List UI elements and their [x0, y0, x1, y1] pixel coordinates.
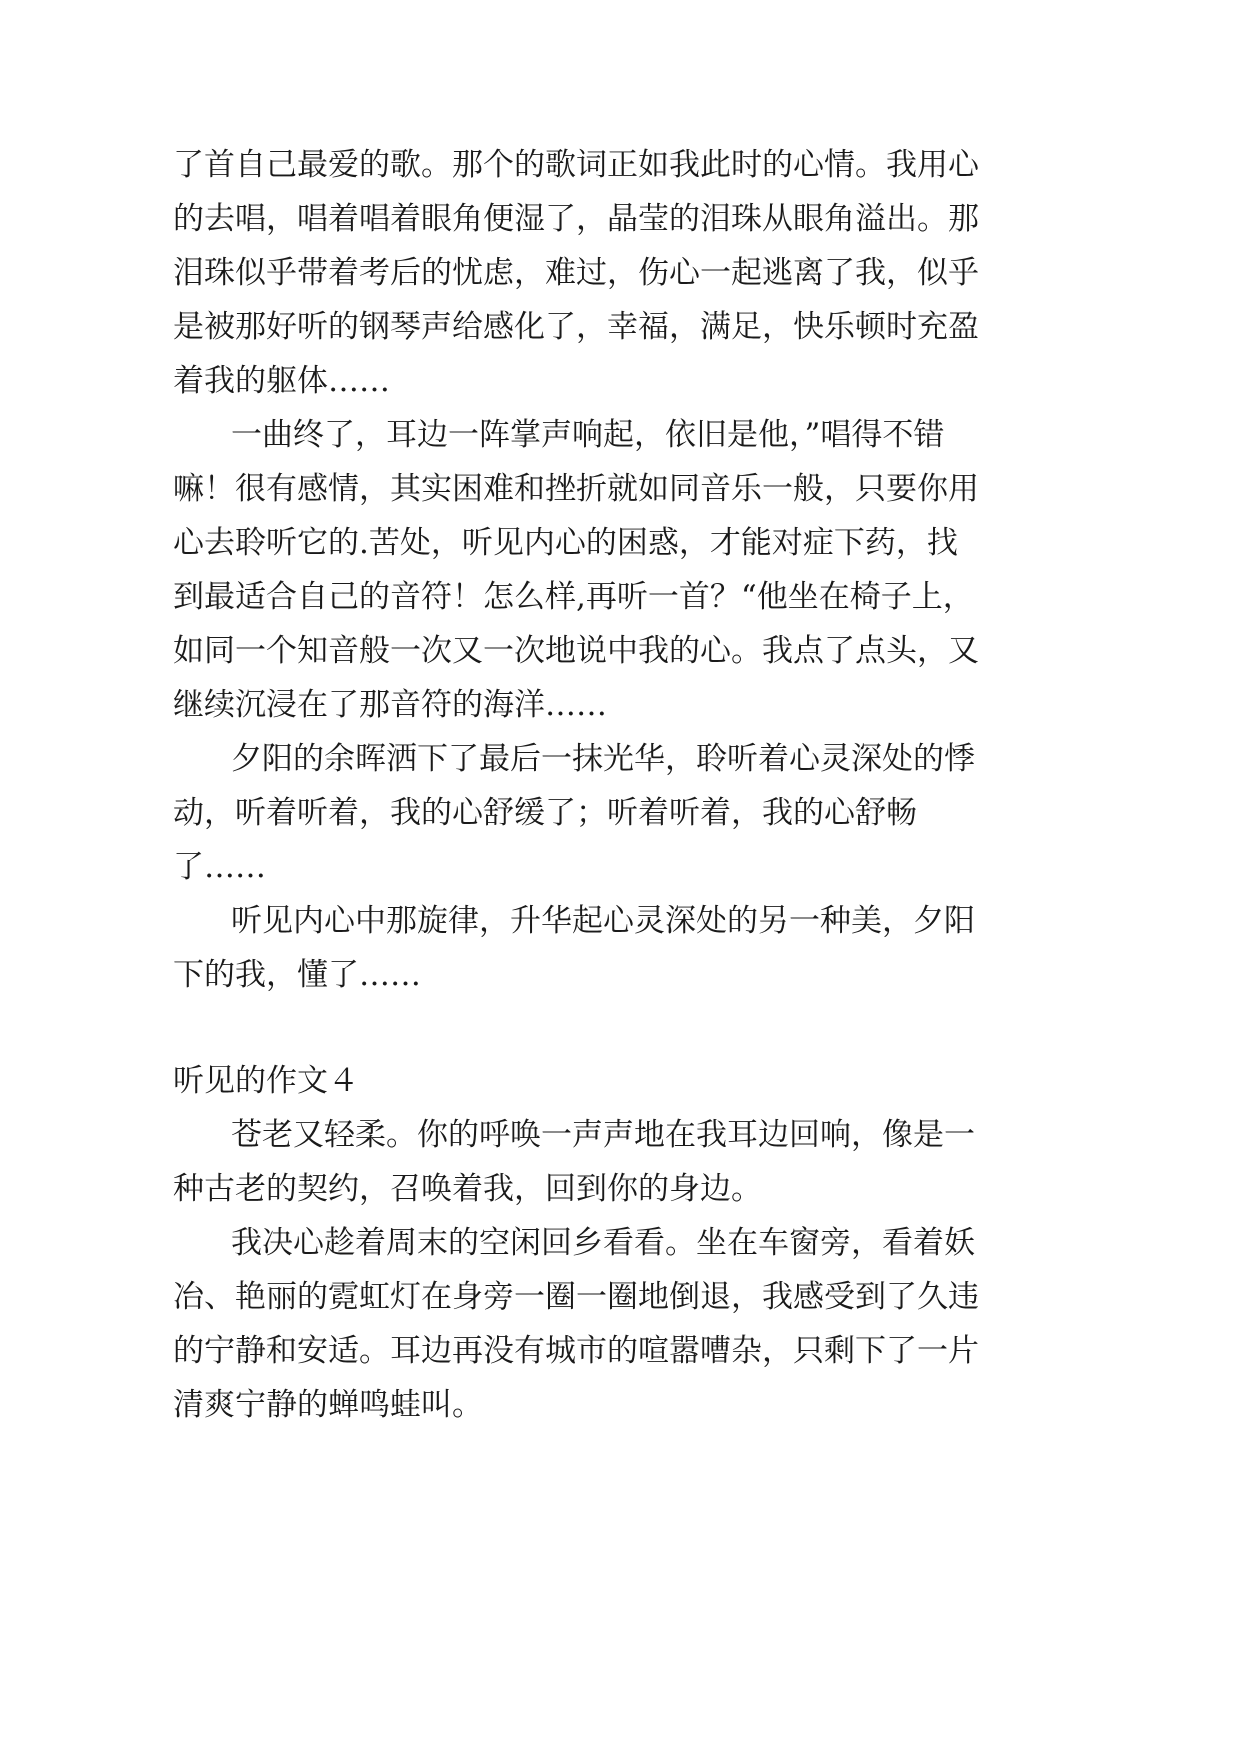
- paragraph-1-line-5: 着我的躯体……: [173, 363, 390, 399]
- paragraph-3-line-2: 动，听着听着，我的心舒缓了；听着听着，我的心舒畅: [173, 795, 917, 831]
- paragraph-1-line-3: 泪珠似乎带着考后的忧虑，难过，伤心一起逃离了我，似乎: [173, 255, 979, 291]
- paragraph-4-line-1: 听见内心中那旋律，升华起心灵深处的另一种美，夕阳: [231, 903, 975, 939]
- paragraph-3-line-1: 夕阳的余晖洒下了最后一抹光华，聆听着心灵深处的悸: [231, 741, 975, 777]
- section-paragraph-2-line-3: 的宁静和安适。耳边再没有城市的喧嚣嘈杂，只剩下了一片: [173, 1333, 979, 1369]
- section-paragraph-1-line-1: 苍老又轻柔。你的呼唤一声声地在我耳边回响，像是一: [231, 1117, 975, 1153]
- section-paragraph-2-line-2: 冶、艳丽的霓虹灯在身旁一圈一圈地倒退，我感受到了久违: [173, 1279, 979, 1315]
- section-paragraph-1-line-2: 种古老的契约，召唤着我，回到你的身边。: [173, 1171, 762, 1207]
- section-paragraph-2-line-1: 我决心趁着周末的空闲回乡看看。坐在车窗旁，看着妖: [231, 1225, 975, 1261]
- section-paragraph-2-line-4: 清爽宁静的蝉鸣蛙叫。: [173, 1387, 483, 1423]
- paragraph-3-line-3: 了……: [173, 849, 266, 885]
- paragraph-2-line-4: 到最适合自己的音符！怎么样,再听一首？“他坐在椅子上，: [173, 579, 974, 615]
- section-heading: 听见的作文４: [173, 1063, 359, 1099]
- paragraph-2-line-2: 嘛！很有感情，其实困难和挫折就如同音乐一般，只要你用: [173, 471, 979, 507]
- paragraph-1-line-4: 是被那好听的钢琴声给感化了，幸福，满足，快乐顿时充盈: [173, 309, 979, 345]
- paragraph-2-line-3: 心去聆听它的.苦处，听见内心的困惑，才能对症下药，找: [173, 525, 958, 561]
- paragraph-2-line-6: 继续沉浸在了那音符的海洋……: [173, 687, 607, 723]
- paragraph-1-line-2: 的去唱，唱着唱着眼角便湿了，晶莹的泪珠从眼角溢出。那: [173, 201, 979, 237]
- paragraph-1-line-1: 了首自己最爱的歌。那个的歌词正如我此时的心情。我用心: [173, 147, 979, 183]
- paragraph-2-line-1: 一曲终了，耳边一阵掌声响起，依旧是他，”唱得不错: [231, 417, 945, 453]
- paragraph-2-line-5: 如同一个知音般一次又一次地说中我的心。我点了点头，又: [173, 633, 979, 669]
- paragraph-4-line-2: 下的我，懂了……: [173, 957, 421, 993]
